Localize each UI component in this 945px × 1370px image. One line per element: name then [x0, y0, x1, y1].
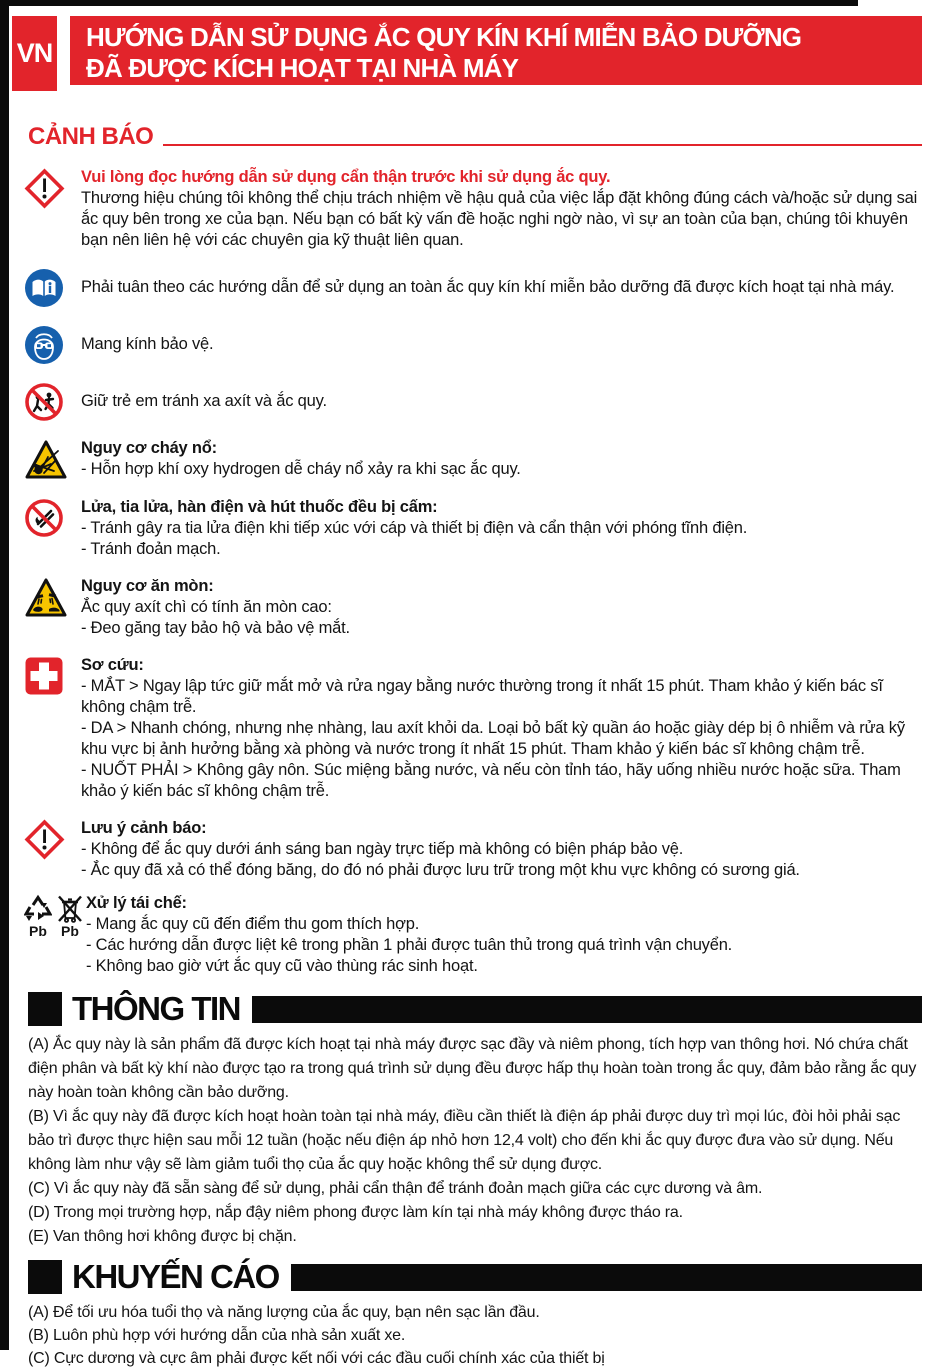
explosion-hazard-icon — [24, 439, 68, 481]
warning-item-title: Sơ cứu: — [81, 656, 144, 674]
warning-item-title: Xử lý tái chế: — [86, 894, 187, 912]
document — [12, 0, 922, 1370]
advice-section-body — [28, 1301, 922, 1370]
keep-children-away-icon — [24, 382, 64, 422]
warning-item-follow-manual — [24, 267, 922, 308]
warning-item-title: Lưu ý cảnh báo: — [81, 819, 207, 837]
advice-paragraph: (B) Luôn phù hợp với hướng dẫn của nhà sản xuất xe. — [28, 1327, 406, 1344]
warning-item-line: - Không bao giờ vứt ắc quy cũ vào thùng rác sinh hoạt. — [86, 957, 478, 975]
no-fire-icon — [24, 498, 64, 538]
warning-item-line: Mang kính bảo vệ. — [81, 335, 214, 353]
warning-item-first-aid — [24, 655, 922, 802]
warning-item-corrosion-hazard — [24, 576, 922, 639]
warning-item-line: - Tránh gây ra tia lửa điện khi tiếp xúc với cáp và thiết bị điện và cẩn thận với phóng tĩnh điện. — [81, 519, 748, 537]
page-title-line1: HƯỚNG DẪN SỬ DỤNG ẮC QUY KÍN KHÍ MIỄN BẢO DƯỠNG — [86, 22, 802, 52]
advice-section-title: KHUYẾN CÁO — [72, 1258, 279, 1295]
warning-item-explosion-hazard — [24, 438, 922, 481]
warning-item-title: Nguy cơ ăn mòn: — [81, 577, 214, 595]
info-section-body — [28, 1033, 922, 1249]
warning-item-line: - Mang ắc quy cũ đến điểm thu gom thích hợp. — [86, 915, 420, 933]
header — [12, 16, 922, 91]
language-badge: VN — [12, 16, 57, 91]
info-paragraph: (B) Vì ắc quy này đã được kích hoạt hoàn toàn tại nhà máy, điều cần thiết là điện áp phải được duy trì mọi lúc, đòi hỏi phải sạc bảo trì được thực hiện sau mỗi 12 tuần (hoặc nếu điện áp nhỏ hơn 12,4 volt) cho đến khi ắc quy được đưa vào sử dụng. Nếu không làm như vậy sẽ làm giảm tuổi thọ của ắc quy hoặc không thể sử dụng được. — [28, 1108, 901, 1173]
warning-heading-rule — [163, 144, 922, 146]
warning-item-line: - DA > Nhanh chóng, nhưng nhẹ nhàng, lau axít khỏi da. Loại bỏ bất kỳ quần áo hoặc giày dép bị ô nhiễm và rửa kỹ khu vực bị ảnh hưởng bằng xà phòng và nước trong ít nhất 15 phút. Tham khảo ý kiến bác sĩ không chậm trễ. — [81, 719, 905, 758]
warning-item-keep-children-away — [24, 381, 922, 422]
warning-item-line: Thương hiệu chúng tôi không thể chịu trách nhiệm về hậu quả của việc lắp đặt không đúng cách và/hoặc sử dụng sai ắc quy bên trong xe của bạn. Nếu bạn có bất kỳ vấn đề hoặc nghi ngờ nào, vì sự an toàn của bạn, chúng tôi khuyên bạn nên liên hệ với các chuyên gia kỹ thuật liên quan. — [81, 189, 918, 249]
warning-item-line: - NUỐT PHẢI > Không gây nôn. Súc miệng bằng nước, và nếu còn tỉnh táo, hãy uống nhiều nước hoặc sữa. Tham khảo ý kiến bác sĩ không chậm trễ. — [81, 761, 901, 800]
warning-item-title: Nguy cơ cháy nổ: — [81, 439, 217, 457]
warning-item-recycling — [24, 893, 922, 977]
page-edge-left — [0, 0, 9, 1350]
manual-book-icon — [24, 268, 64, 308]
warning-item-line: - MẮT > Ngay lập tức giữ mắt mở và rửa ngay bằng nước thường trong ít nhất 15 phút. Tham khảo ý kiến bác sĩ không chậm trễ. — [81, 677, 883, 716]
warning-item-line: Phải tuân theo các hướng dẫn để sử dụng an toàn ắc quy kín khí miễn bảo dưỡng đã được kích hoạt tại nhà máy. — [81, 278, 895, 296]
advice-paragraph: (C) Cực dương và cực âm phải được kết nối với các đầu cuối chính xác của thiết bị — [28, 1350, 605, 1367]
page-title-line2: ĐÃ ĐƯỢC KÍCH HOẠT TẠI NHÀ MÁY — [86, 53, 519, 83]
info-paragraph: (A) Ắc quy này là sản phẩm đã được kích hoạt tại nhà máy được sạc đầy và niêm phong, tích hợp van thông hơi. Nó chứa chất điện phân và bất kỳ khí nào được tạo ra trong quá trình sử dụng đều được hấp thụ hoàn toàn trong ắc quy, đảm bảo rằng ắc quy này hoàn toàn không cần bảo dưỡng. — [28, 1036, 917, 1101]
warning-section-heading: CẢNH BÁO — [28, 123, 154, 150]
warning-item-line: - Hỗn hợp khí oxy hydrogen dễ cháy nổ xảy ra khi sạc ắc quy. — [81, 460, 521, 478]
info-section-header — [28, 991, 922, 1027]
warning-item-title: Lửa, tia lửa, hàn điện và hút thuốc đều bị cấm: — [81, 498, 438, 516]
section-marker-square — [28, 992, 62, 1026]
section-marker-square — [28, 1260, 62, 1294]
ghs-exclamation-icon — [24, 819, 66, 861]
warning-item-caution-notes — [24, 818, 922, 881]
advice-section-header — [28, 1259, 922, 1295]
warning-item-no-fire — [24, 497, 922, 560]
ghs-exclamation-icon — [24, 168, 66, 210]
pb-label: Pb — [61, 923, 79, 939]
eye-protection-icon — [24, 325, 64, 365]
section-header-bar — [252, 996, 922, 1023]
info-paragraph: (C) Vì ắc quy này đã sẵn sàng để sử dụng, phải cẩn thận để tránh đoản mạch giữa các cực dương và âm. — [28, 1180, 763, 1197]
warning-item-line: Giữ trẻ em tránh xa axít và ắc quy. — [81, 392, 327, 410]
warning-item-line: - Không để ắc quy dưới ánh sáng ban ngày trực tiếp mà không có biện pháp bảo vệ. — [81, 840, 684, 858]
warning-item-eye-protection — [24, 324, 922, 365]
corrosion-hazard-icon — [24, 577, 68, 619]
warning-item-line: - Tránh đoản mạch. — [81, 540, 221, 558]
info-paragraph: (E) Van thông hơi không được bị chặn. — [28, 1228, 297, 1245]
warning-item-read-instructions — [24, 167, 922, 251]
warning-item-line: - Các hướng dẫn được liệt kê trong phần 1 phải được tuân thủ trong quá trình vận chuyển. — [86, 936, 733, 954]
advice-paragraph: (A) Để tối ưu hóa tuổi thọ và năng lượng của ắc quy, bạn nên sạc lần đầu. — [28, 1304, 540, 1321]
recycling-icon — [24, 894, 52, 924]
warning-item-line: Ắc quy axít chì có tính ăn mòn cao: — [81, 598, 332, 616]
warning-item-line: - Ắc quy đã xả có thể đóng băng, do đó nó phải được lưu trữ trong một khu vực không có sương giá. — [81, 861, 800, 879]
warning-item-title: Vui lòng đọc hướng dẫn sử dụng cẩn thận trước khi sử dụng ắc quy. — [81, 168, 611, 186]
first-aid-icon — [24, 656, 64, 696]
info-section-title: THÔNG TIN — [72, 990, 240, 1027]
section-header-bar — [291, 1264, 922, 1291]
warning-item-line: - Đeo găng tay bảo hộ và bảo vệ mắt. — [81, 619, 350, 637]
info-paragraph: (D) Trong mọi trường hợp, nắp đậy niêm phong được làm kín tại nhà máy không được tháo ra. — [28, 1204, 683, 1221]
crossed-wheelie-bin-icon — [56, 894, 84, 924]
title-bar — [70, 16, 922, 85]
pb-label: Pb — [29, 923, 47, 939]
warning-heading-row — [28, 123, 922, 151]
